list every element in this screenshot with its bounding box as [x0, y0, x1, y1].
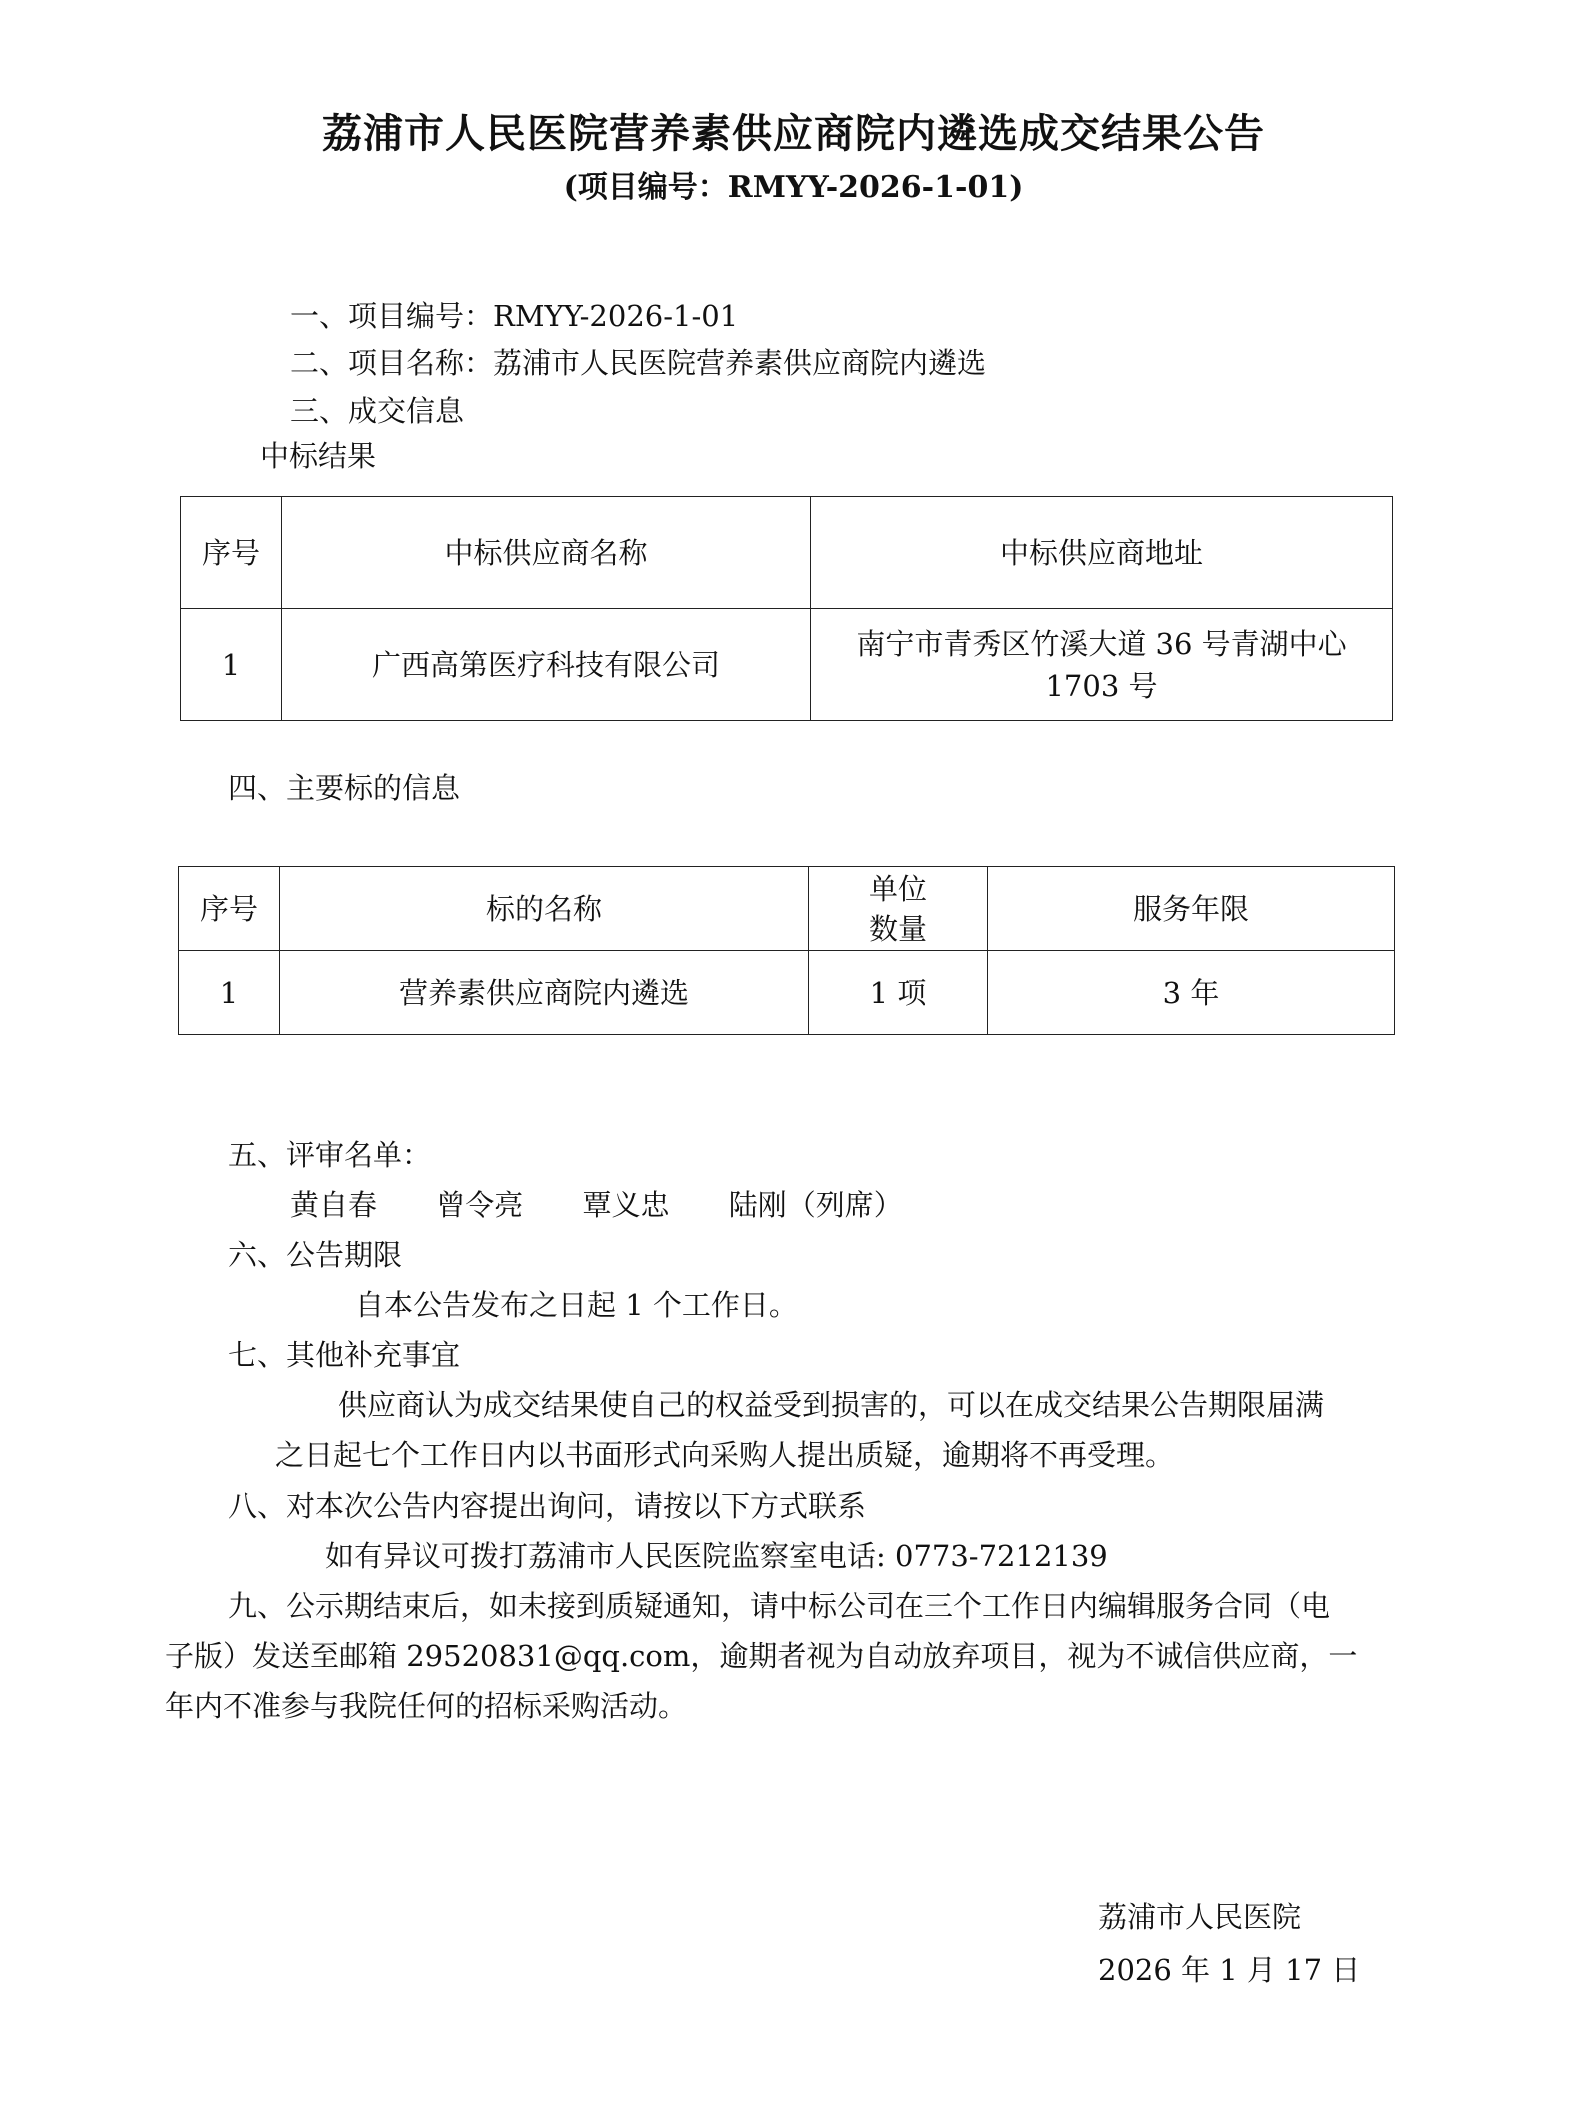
- section-contract-line-1: 九、公示期结束后，如未接到质疑通知，请中标公司在三个工作日内编辑服务合同（电: [228, 1589, 1331, 1623]
- table-header-cell-unit-quantity: [809, 867, 988, 951]
- section-deal-info: 三、成交信息: [290, 394, 465, 428]
- subject-info-table: [178, 866, 1395, 1035]
- address-line-2: 1703 号: [1045, 668, 1158, 703]
- table-cell-no: 1: [179, 951, 280, 1035]
- notice-period-text: 自本公告发布之日起 1 个工作日。: [355, 1288, 798, 1322]
- address-line-1: 南宁市青秀区竹溪大道 36 号青湖中心: [856, 626, 1347, 661]
- section-review-list: 五、评审名单：: [228, 1138, 432, 1172]
- table-cell-supplier-address: [811, 609, 1393, 721]
- table-header-cell: 中标供应商名称: [282, 497, 811, 609]
- winning-supplier-table: [180, 496, 1393, 721]
- page-title: 荔浦市人民医院营养素供应商院内遴选成交结果公告: [322, 110, 1265, 157]
- reviewer-list: [290, 1185, 903, 1225]
- table-row: [179, 951, 1395, 1035]
- table-cell-quantity: 1 项: [809, 951, 988, 1035]
- section-supplementary: 七、其他补充事宜: [228, 1338, 461, 1372]
- signature-date: 2026 年 1 月 17 日: [1098, 1953, 1361, 1987]
- table-header-row: [179, 867, 1395, 951]
- table-header-cell: 标的名称: [280, 867, 809, 951]
- supplementary-text-1: 供应商认为成交结果使自己的权益受到损害的，可以在成交结果公告期限届满: [338, 1388, 1325, 1422]
- table-cell-subject-name: 营养素供应商院内遴选: [280, 951, 809, 1035]
- section-inquiry: 八、对本次公告内容提出询问，请按以下方式联系: [228, 1489, 867, 1523]
- section-project-name: 二、项目名称：荔浦市人民医院营养素供应商院内遴选: [290, 346, 987, 380]
- table-header-cell: 服务年限: [988, 867, 1395, 951]
- section-contract-line-3: 年内不准参与我院任何的招标采购活动。: [165, 1689, 688, 1723]
- table-row: [181, 609, 1393, 721]
- section-contract-line-2: 子版）发送至邮箱 29520831@qq.com，逾期者视为自动放弃项目，视为不诚信供应商，一: [165, 1639, 1358, 1673]
- project-number-subtitle: (项目编号：RMYY-2026-1-01): [563, 170, 1024, 205]
- header-quantity: 数量: [868, 911, 927, 946]
- section-notice-period: 六、公告期限: [228, 1238, 403, 1272]
- table-header-cell: 序号: [179, 867, 280, 951]
- table-header-cell: 中标供应商地址: [811, 497, 1393, 609]
- section-project-number: 一、项目编号：RMYY-2026-1-01: [290, 299, 739, 333]
- table-cell-supplier-name: 广西高第医疗科技有限公司: [282, 609, 811, 721]
- reviewer-name: 黄自春: [290, 1188, 378, 1222]
- supplementary-text-2: 之日起七个工作日内以书面形式向采购人提出质疑，逾期将不再受理。: [275, 1438, 1175, 1472]
- reviewer-name: 陆刚（列席）: [728, 1188, 903, 1222]
- inquiry-contact-text: 如有异议可拨打荔浦市人民医院监察室电话: 0773-7212139: [325, 1539, 1108, 1573]
- winning-result-label: 中标结果: [260, 439, 377, 473]
- signature-organization: 荔浦市人民医院: [1098, 1900, 1302, 1934]
- section-main-subject-info: 四、主要标的信息: [228, 771, 461, 805]
- table-header-row: [181, 497, 1393, 609]
- table-header-cell: 序号: [181, 497, 282, 609]
- header-unit: 单位: [868, 871, 927, 906]
- table-cell-service-years: 3 年: [988, 951, 1395, 1035]
- reviewer-name: 覃义忠: [582, 1188, 670, 1222]
- table-cell-no: 1: [181, 609, 282, 721]
- reviewer-name: 曾令亮: [436, 1188, 524, 1222]
